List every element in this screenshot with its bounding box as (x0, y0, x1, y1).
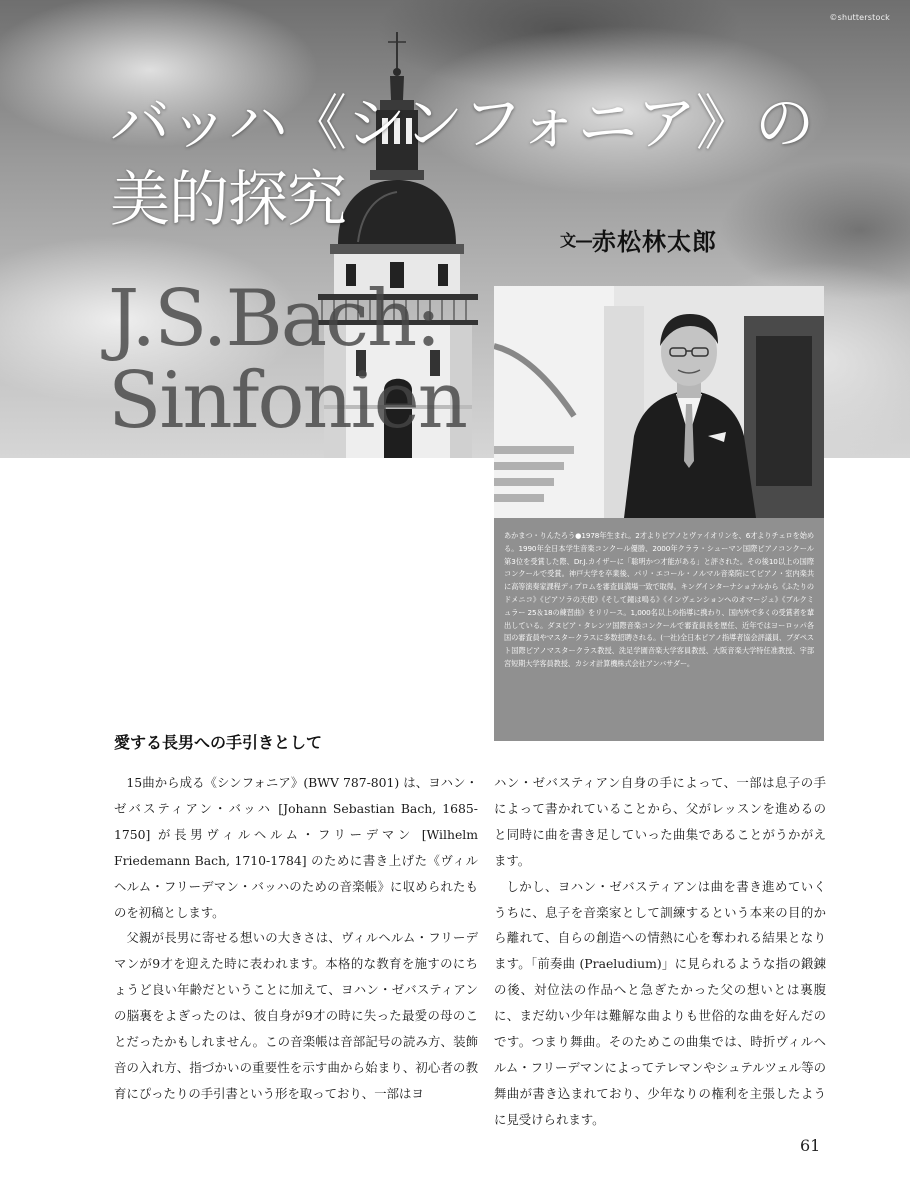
author-name: 赤松林太郎 (592, 228, 718, 256)
english-title (108, 274, 467, 446)
paragraph: ハン・ゼバスティアン自身の手によって、一部は息子の手によって書かれていることから、父がレッスンを進めるのと同時に曲を書き足していった曲集であることがうかがえます。 (494, 775, 826, 868)
photo-credit: ©shutterstock (829, 13, 890, 22)
paragraph: 父親が長男に寄せる想いの大きさは、ヴィルヘルム・フリーデマンが9才を迎えた時に表われます。本格的な教育を施すのにちょうど良い年齢だということに加えて、ヨハン・ゼバスティアンの脳裏をよぎったのは、彼自身が9才の時に失った最愛の母のことだったかもしれません。この音楽帳は音部記号の読み方、装飾音の入れ方、指づかいの重要性を示す曲から始まり、初心者の教育にぴったりの手引書という形を取っており、一部はヨ (114, 930, 478, 1101)
article-column-left (114, 770, 478, 1107)
author-bio: あかまつ・りんたろう●1978年生まれ。2才よりピアノとヴァイオリンを、6才よりチェロを始める。1990年全日本学生音楽コンクール優勝、2000年クララ・シューマン国際ピアノコンクール第3位を受賞した際、Dr.J.カイザーに「聡明かつ才能がある」と評された。その後10以上の国際コンクールで受賞。神戸大学を卒業後、パリ・エコール・ノルマル音楽院にてピアノ・室内楽共に高等演奏家課程ディプロムを審査員満場一致で取得。キングインターナショナルから《ふたりのドメニコ》《ピアソラの天使》《そして鐘は鳴る》《インヴェンションへのオマージュ》《ブルクミュラー 25＆18の練習曲》をリリース。1,000名以上の指導に携わり、国内外で多くの受賞者を輩出している。ダヌビア・タレンツ国際音楽コンクールで審査員長を歴任、近年ではヨーロッパ各国の審査員やマスタークラスに多数招聘される。(一社)全日本ピアノ指導者協会評議員、ブダペスト国際ピアノマスタークラス教授、洗足学園音楽大学客員教授、大阪音楽大学特任准教授、宇部宮短期大学客員教授、カシオ計算機株式会社アンバサダー。 (494, 518, 824, 741)
author-credit (560, 222, 717, 257)
section-heading: 愛する長男への手引きとして (114, 733, 323, 752)
article-title (110, 86, 814, 238)
paragraph: 15曲から成る《シンフォニア》(BWV 787-801) は、ヨハン・ゼバスティアン・バッハ [Johann Sebastian Bach, 1685-1750] が長男ヴィルヘルム・フリーデマン [Wilhelm Friedemann Bach, 1710-1784] のために書き上げた《ヴィルヘルム・フリーデマン・バッハのための音楽帳》に収められたものを初稿とします。 (114, 775, 478, 920)
portrait-image (494, 286, 824, 518)
page-number: 61 (800, 1136, 821, 1155)
article-column-right (494, 770, 826, 1133)
english-title-line-1: J.S.Bach: (108, 274, 440, 364)
title-line-1: バッハ《シンフォニア》の (110, 89, 814, 159)
author-portrait (494, 286, 824, 518)
paragraph: しかし、ヨハン・ゼバスティアンは曲を書き進めていくうちに、息子を音楽家として訓練するという本来の目的から離れて、自らの創造への情熱に心を奪われる結果となります。「前奏曲 (Praeludium)」に見られるような指の鍛錬の後、対位法の作品へと急ぎたかった父の想いとは裏腹に、まだ幼い少年は難解な曲よりも世俗的な曲を好んだのです。つまり舞曲。そのためこの曲集では、時折ヴィルヘルム・フリーデマンによってテレマンやシュテルツェル等の舞曲が書き込まれており、少年なりの権利を主張したように見受けられます。 (494, 878, 826, 1127)
english-title-line-2: Sinfonien (108, 356, 467, 446)
title-line-2: 美的探究 (110, 165, 346, 235)
author-prefix: 文― (560, 231, 593, 250)
